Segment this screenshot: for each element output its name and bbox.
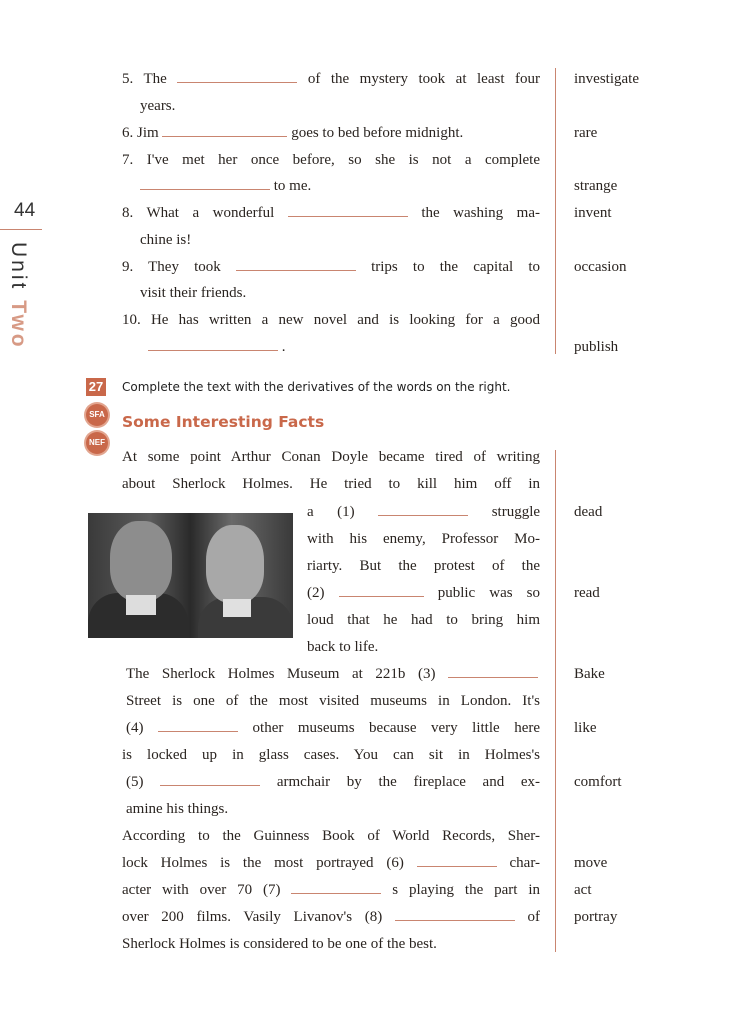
line-text: 6. Jim — [122, 125, 159, 141]
line-text: char- — [509, 855, 541, 871]
text-line — [307, 556, 540, 576]
line-text: trips to the capital to — [371, 259, 541, 275]
base-word: dead — [574, 504, 603, 520]
line-text: of the mystery took at least four — [307, 71, 541, 87]
base-word: Bake — [574, 666, 605, 682]
line-text: The Sherlock Holmes Museum at 221b (3) — [126, 666, 436, 682]
text-line — [122, 203, 540, 223]
answer-blank[interactable] — [177, 70, 297, 83]
text-line — [307, 529, 540, 549]
line-text: Sherlock Holmes is considered to be one of the best. — [122, 936, 437, 952]
answer-blank[interactable] — [288, 204, 408, 217]
exercise-instruction: Complete the text with the derivatives of the words on the right. — [122, 380, 511, 394]
base-word: portray — [574, 909, 618, 925]
page-number-divider — [0, 229, 42, 230]
exercise-number: 27 — [86, 378, 106, 396]
base-word: act — [574, 882, 592, 898]
unit-label — [2, 242, 32, 372]
text-line — [126, 718, 540, 738]
text-line — [122, 907, 540, 927]
line-text: public was so — [437, 585, 541, 601]
text-line — [122, 745, 540, 765]
word-column-rule — [555, 68, 556, 354]
text-line — [126, 799, 326, 819]
base-word: move — [574, 855, 608, 871]
line-text: loud that he had to bring him — [307, 612, 540, 628]
nef-badge-icon: NEF — [86, 432, 108, 454]
line-text: is locked up in glass cases. You can sit in Holmes's — [122, 747, 540, 763]
text-line — [307, 583, 540, 603]
line-text: (2) — [307, 585, 325, 601]
answer-blank[interactable] — [291, 881, 381, 894]
line-text: other museums because very little here — [252, 720, 541, 736]
line-text: armchair by the fireplace and ex- — [276, 774, 541, 790]
text-line — [307, 610, 540, 630]
sherlock-holmes-photo — [88, 513, 293, 638]
answer-blank[interactable] — [236, 258, 356, 271]
base-word: occasion — [574, 259, 627, 275]
text-line — [140, 230, 340, 250]
line-text: over 200 films. Vasily Livanov's (8) — [122, 909, 383, 925]
text-line — [307, 502, 540, 522]
unit-number: Two — [7, 300, 30, 350]
text-line — [122, 69, 540, 89]
text-line — [122, 150, 540, 170]
text-line — [122, 447, 540, 467]
text-line — [140, 96, 540, 116]
answer-blank[interactable] — [448, 665, 538, 678]
text-line — [122, 310, 540, 330]
line-text: According to the Guinness Book of World Records, Sher- — [122, 828, 540, 844]
answer-blank[interactable] — [158, 719, 238, 732]
answer-blank[interactable] — [378, 503, 468, 516]
base-word: investigate — [574, 71, 639, 87]
line-text: struggle — [491, 504, 541, 520]
line-text: At some point Arthur Conan Doyle became tired of writing — [122, 449, 540, 465]
base-word: like — [574, 720, 597, 736]
answer-blank[interactable] — [339, 584, 424, 597]
base-word: publish — [574, 339, 619, 355]
answer-blank[interactable] — [417, 854, 497, 867]
line-text: 7. I've met her once before, so she is not a complete — [122, 152, 540, 168]
text-line — [126, 772, 540, 792]
text-title: Some Interesting Facts — [122, 413, 325, 431]
line-text: amine his things. — [126, 801, 229, 817]
line-text: about Sherlock Holmes. He tried to kill him off in — [122, 476, 540, 492]
line-text: back to life. — [307, 639, 379, 655]
line-text: with his enemy, Professor Mo- — [307, 531, 540, 547]
base-word: read — [574, 585, 600, 601]
line-text: to me. — [273, 178, 312, 194]
line-text: 5. The — [122, 71, 167, 87]
line-text: chine is! — [140, 232, 192, 248]
answer-blank[interactable] — [140, 177, 270, 190]
line-text: (5) — [126, 774, 144, 790]
word-column-rule — [555, 450, 556, 952]
line-text: lock Holmes is the most portrayed (6) — [122, 855, 404, 871]
line-text: riarty. But the protest of the — [307, 558, 540, 574]
text-line — [126, 664, 538, 684]
text-line — [140, 283, 340, 303]
line-text: of — [527, 909, 541, 925]
text-line — [122, 880, 540, 900]
unit-word: Unit — [7, 242, 30, 292]
answer-blank[interactable] — [162, 124, 287, 137]
line-text: (4) — [126, 720, 144, 736]
text-line — [122, 474, 540, 494]
line-text: the washing ma- — [421, 205, 541, 221]
line-text: acter with over 70 (7) — [122, 882, 281, 898]
base-word: invent — [574, 205, 612, 221]
text-line — [307, 637, 427, 657]
line-text: years. — [140, 98, 176, 114]
text-line — [148, 337, 308, 357]
answer-blank[interactable] — [148, 338, 278, 351]
text-line — [140, 176, 340, 196]
line-text: 9. They took — [122, 259, 221, 275]
base-word: rare — [574, 125, 598, 141]
line-text: . — [281, 339, 286, 355]
line-text: visit their friends. — [140, 285, 247, 301]
base-word: strange — [574, 178, 618, 194]
text-line — [122, 826, 540, 846]
line-text: 8. What a wonderful — [122, 205, 275, 221]
sfa-badge-icon: SFA — [86, 404, 108, 426]
line-text: goes to bed before midnight. — [291, 125, 464, 141]
line-text: s playing the part in — [392, 882, 540, 898]
line-text: a (1) — [307, 504, 355, 520]
base-word: comfort — [574, 774, 622, 790]
text-line — [122, 934, 540, 954]
line-text: Street is one of the most visited museums in London. It's — [126, 693, 540, 709]
line-text: 10. He has written a new novel and is looking for a good — [122, 312, 540, 328]
text-line — [122, 853, 540, 873]
text-line — [122, 123, 520, 143]
page-number: 44 — [14, 200, 36, 221]
text-line — [126, 691, 540, 711]
answer-blank[interactable] — [395, 908, 515, 921]
text-line — [122, 257, 540, 277]
answer-blank[interactable] — [160, 773, 260, 786]
